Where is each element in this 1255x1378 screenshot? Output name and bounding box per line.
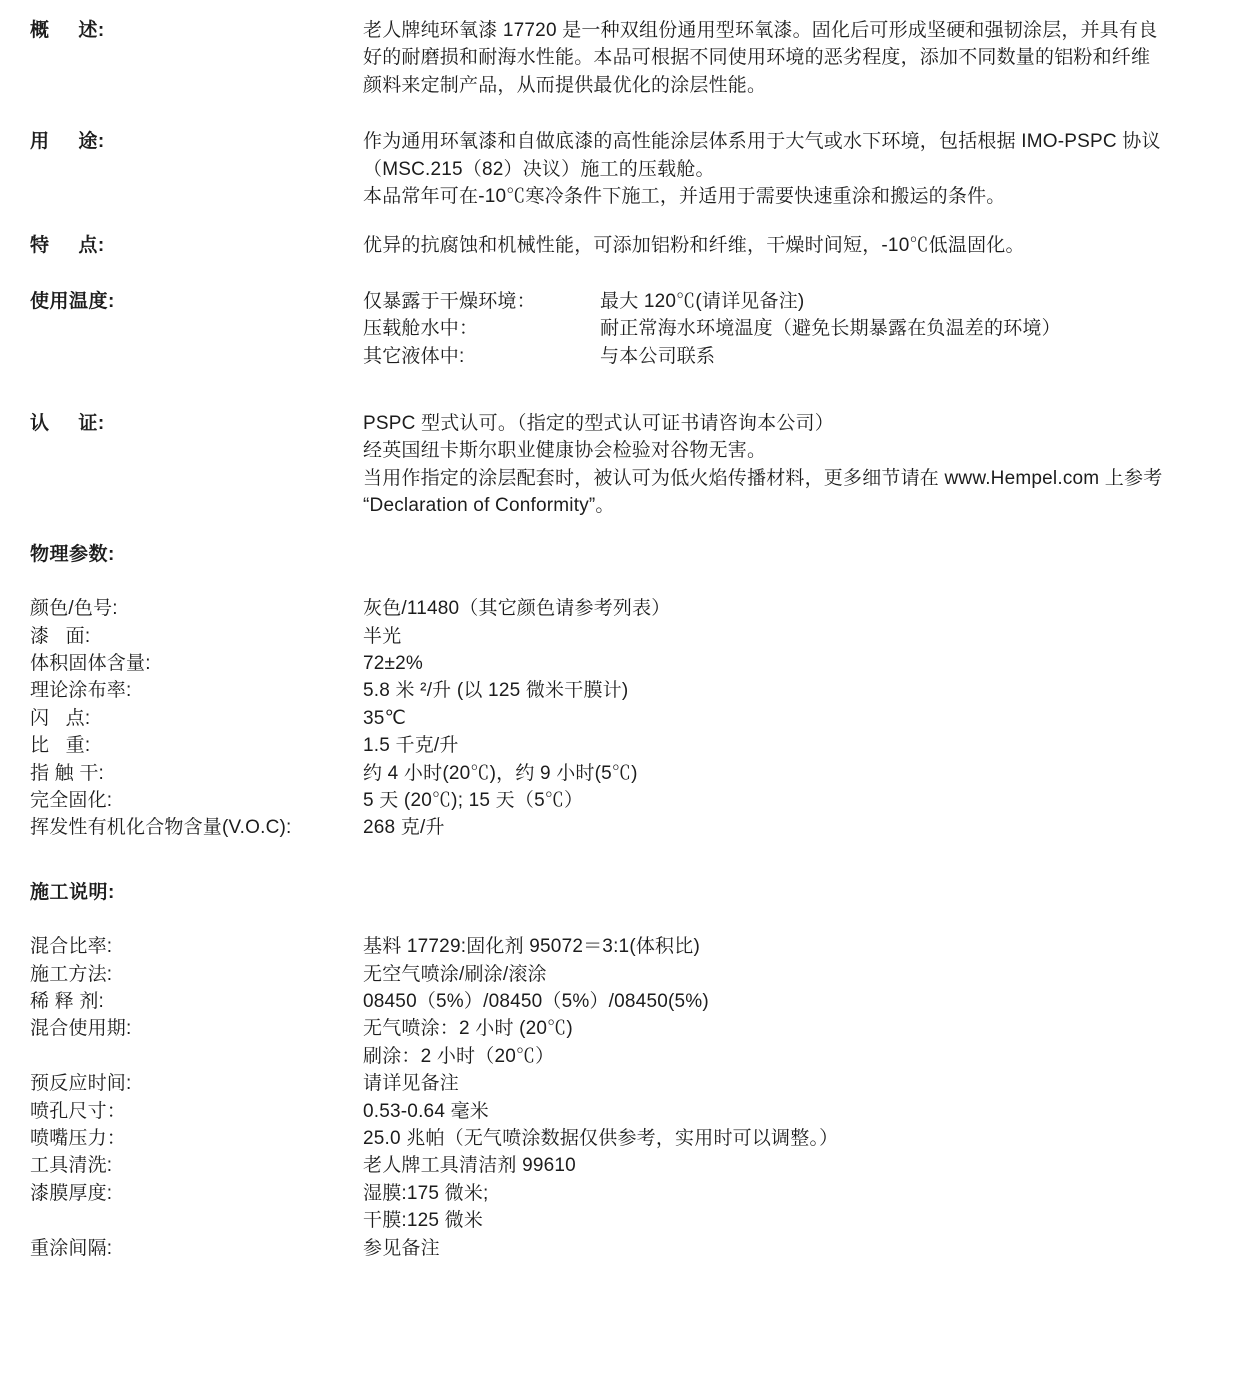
certification-line: 经英国纽卡斯尔职业健康协会检验对谷物无害。 bbox=[363, 440, 767, 462]
param-row bbox=[30, 705, 1235, 732]
param-value: 半光 bbox=[363, 625, 402, 647]
service-temp-row bbox=[363, 343, 1235, 370]
param-label: 预反应时间: bbox=[30, 1073, 132, 1095]
param-value: 灰色/11480（其它颜色请参考列表） bbox=[363, 598, 671, 620]
service-temp-condition: 压载舱水中： bbox=[363, 318, 479, 340]
service-temp-value: 与本公司联系 bbox=[600, 345, 716, 367]
features-line: 优异的抗腐蚀和机械性能，可添加铝粉和纤维，干燥时间短，-10℃低温固化。 bbox=[363, 235, 1025, 257]
usage-line: 作为通用环氧漆和自做底漆的高性能涂层体系用于大气或水下环境，包括根据 IMO-PSPC 协议 bbox=[363, 131, 1161, 153]
param-row bbox=[30, 961, 1235, 988]
param-value: 刷涂：2 小时（20℃） bbox=[363, 1045, 555, 1067]
service-temp-value: 耐正常海水环境温度（避免长期暴露在负温差的环境） bbox=[600, 318, 1061, 340]
param-row bbox=[30, 1125, 1235, 1152]
param-value: 湿膜:175 微米; bbox=[363, 1182, 489, 1204]
certification-label: 认 证: bbox=[30, 413, 105, 435]
param-value: 约 4 小时(20℃)，约 9 小时(5℃) bbox=[363, 762, 638, 784]
param-value: 5.8 米 ²/升 (以 125 微米干膜计) bbox=[363, 680, 629, 702]
section-certification bbox=[30, 410, 1235, 520]
certification-line: PSPC 型式认可。（指定的型式认可证书请咨询本公司） bbox=[363, 413, 834, 435]
param-value: 08450（5%）/08450（5%）/08450(5%) bbox=[363, 990, 709, 1012]
overview-line: 老人牌纯环氧漆 17720 是一种双组份通用型环氧漆。固化后可形成坚硬和强韧涂层，并具有良 bbox=[363, 20, 1158, 41]
service-temp-row bbox=[363, 288, 1235, 315]
param-value: 无气喷涂：2 小时 (20℃) bbox=[363, 1018, 573, 1040]
param-row bbox=[30, 1015, 1235, 1070]
service-temp-condition: 仅暴露于干燥环境： bbox=[363, 290, 536, 312]
param-label: 理论涂布率: bbox=[30, 680, 132, 702]
param-value: 25.0 兆帕（无气喷涂数据仅供参考，实用时可以调整。） bbox=[363, 1128, 839, 1149]
section-usage bbox=[30, 128, 1235, 210]
param-label: 喷嘴压力： bbox=[30, 1128, 127, 1149]
param-row bbox=[30, 623, 1235, 650]
service-temp-label: 使用温度: bbox=[30, 290, 115, 312]
features-label: 特 点: bbox=[30, 235, 105, 257]
param-row bbox=[30, 988, 1235, 1015]
param-value: 5 天 (20℃); 15 天（5℃） bbox=[363, 789, 584, 811]
section-application-header bbox=[30, 879, 1235, 906]
param-value: 参见备注 bbox=[363, 1237, 440, 1259]
param-label: 体积固体含量: bbox=[30, 652, 151, 674]
overview-line: 好的耐磨损和耐海水性能。本品可根据不同使用环境的恶劣程度，添加不同数量的铝粉和纤维 bbox=[363, 47, 1151, 69]
overview-label: 概 述: bbox=[30, 20, 105, 41]
param-row bbox=[30, 1235, 1235, 1262]
param-value: 老人牌工具清洁剂 99610 bbox=[363, 1155, 576, 1177]
features-content bbox=[363, 232, 1235, 259]
param-row bbox=[30, 814, 1235, 841]
param-label: 漆 面: bbox=[30, 625, 91, 647]
param-row bbox=[30, 787, 1235, 814]
param-value: 35℃ bbox=[363, 707, 407, 729]
param-label: 完全固化: bbox=[30, 789, 113, 811]
overview-content bbox=[363, 17, 1235, 99]
application-header-label: 施工说明: bbox=[30, 881, 115, 903]
param-label: 混合比率: bbox=[30, 936, 113, 958]
param-label: 比 重: bbox=[30, 735, 91, 757]
param-label: 工具清洗: bbox=[30, 1155, 113, 1177]
param-label: 颜色/色号: bbox=[30, 598, 118, 620]
param-label: 喷孔尺寸： bbox=[30, 1100, 127, 1122]
param-row bbox=[30, 760, 1235, 787]
param-label: 闪 点: bbox=[30, 707, 91, 729]
section-overview bbox=[30, 17, 1235, 99]
usage-label: 用 途: bbox=[30, 131, 105, 153]
section-physical-header bbox=[30, 541, 1235, 568]
param-value: 0.53-0.64 毫米 bbox=[363, 1100, 489, 1122]
param-value: 无空气喷涂/刷涂/滚涂 bbox=[363, 963, 547, 985]
param-label: 稀 释 剂: bbox=[30, 990, 105, 1012]
param-row bbox=[30, 732, 1235, 759]
service-temp-value: 最大 120℃(请详见备注) bbox=[600, 290, 805, 312]
param-label: 施工方法: bbox=[30, 963, 113, 985]
param-value: 干膜:125 微米 bbox=[363, 1210, 484, 1232]
param-row bbox=[30, 1098, 1235, 1125]
param-value: 基料 17729:固化剂 95072＝3:1(体积比) bbox=[363, 936, 700, 958]
section-application-params bbox=[30, 933, 1235, 1262]
service-temp-condition: 其它液体中: bbox=[363, 345, 465, 367]
param-row bbox=[30, 933, 1235, 960]
usage-line: 本品常年可在-10℃寒冷条件下施工，并适用于需要快速重涂和搬运的条件。 bbox=[363, 186, 1006, 208]
section-features bbox=[30, 232, 1235, 259]
section-service-temp bbox=[30, 288, 1235, 370]
section-physical-params bbox=[30, 595, 1235, 842]
param-value: 268 克/升 bbox=[363, 817, 445, 839]
param-row bbox=[30, 677, 1235, 704]
param-label: 混合使用期: bbox=[30, 1018, 132, 1040]
service-temp-content bbox=[363, 288, 1235, 370]
certification-line: 当用作指定的涂层配套时，被认可为低火焰传播材料，更多细节请在 www.Hempel.com 上参考 bbox=[363, 467, 1163, 489]
overview-line: 颜料来定制产品，从而提供最优化的涂层性能。 bbox=[363, 74, 767, 96]
param-label: 指 触 干: bbox=[30, 762, 105, 784]
param-value: 1.5 千克/升 bbox=[363, 735, 459, 757]
certification-content bbox=[363, 410, 1235, 520]
param-value: 请详见备注 bbox=[363, 1073, 460, 1095]
physical-header-label: 物理参数: bbox=[30, 543, 115, 565]
usage-line: （MSC.215（82）决议）施工的压载舱。 bbox=[363, 158, 715, 180]
usage-content bbox=[363, 128, 1235, 210]
param-label: 挥发性有机化合物含量(V.O.C): bbox=[30, 817, 292, 839]
param-value: 72±2% bbox=[363, 652, 424, 674]
certification-line: “Declaration of Conformity”。 bbox=[363, 495, 615, 517]
service-temp-row bbox=[363, 315, 1235, 342]
param-row bbox=[30, 650, 1235, 677]
param-row bbox=[30, 1070, 1235, 1097]
param-row bbox=[30, 1152, 1235, 1179]
param-row bbox=[30, 595, 1235, 622]
param-label: 重涂间隔: bbox=[30, 1237, 113, 1259]
param-label: 漆膜厚度: bbox=[30, 1182, 113, 1204]
param-row bbox=[30, 1180, 1235, 1235]
